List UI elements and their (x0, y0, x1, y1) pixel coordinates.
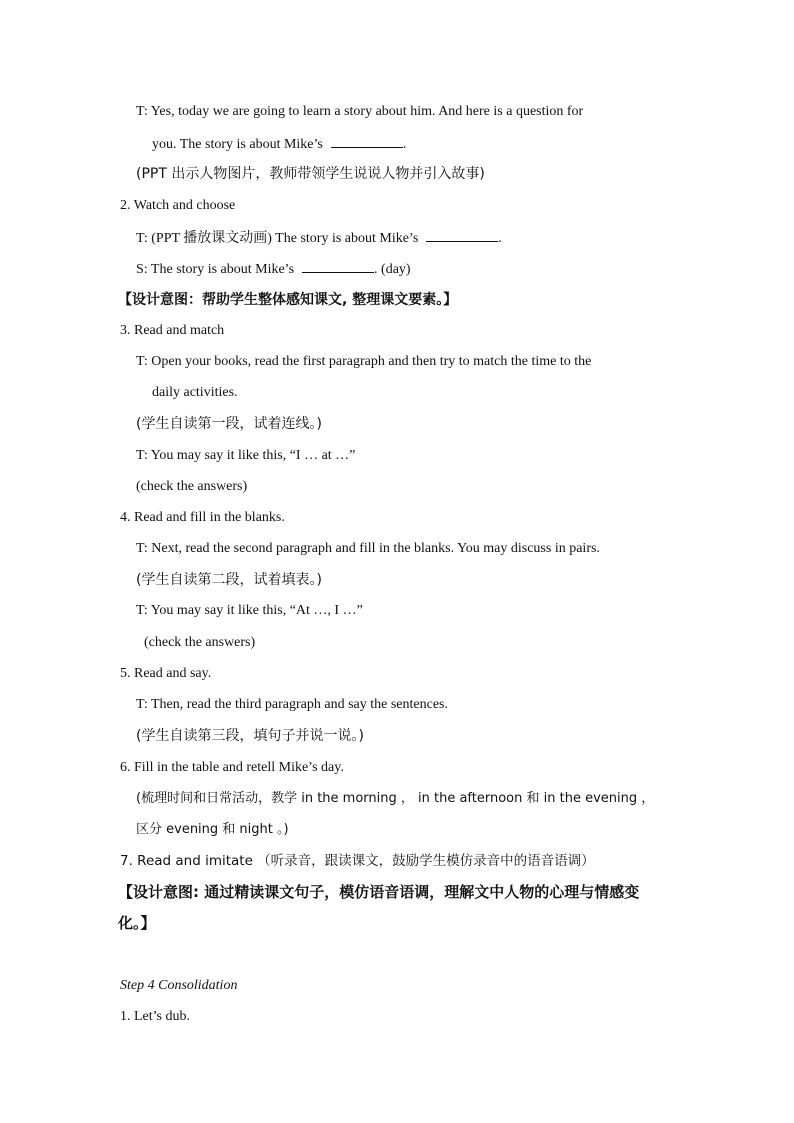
step-heading: 3. Read and match (120, 323, 225, 338)
note-line: (check the answers) (136, 479, 248, 494)
step-heading: 7. Read and imitate （听录音，跟读课文，鼓励学生模仿录音中的语音语调） (120, 853, 595, 869)
note-line: (PPT 出示人物图片，教师带领学生说说人物并引入故事) (136, 166, 485, 182)
note-line: (学生自读第一段，试着连线。) (136, 416, 322, 432)
note-line: (check the answers) (144, 635, 256, 650)
teacher-line: T: (PPT 播放课文动画) The story is about Mike’s . (136, 227, 502, 249)
section-heading: Step 4 Consolidation (120, 978, 238, 993)
design-intent-cont: 化。】 (118, 914, 156, 932)
teacher-line: T: You may say it like this, “I … at …” (136, 448, 356, 463)
student-line: S: The story is about Mike’s . (day) (136, 258, 411, 280)
teacher-line: T: Then, read the third paragraph and say the sentences. (136, 697, 448, 712)
design-intent: 【设计意图: 通过精读课文句子，模仿语音语调，理解文中人物的心理与情感变 (118, 883, 640, 901)
answer-blank (331, 133, 403, 148)
note-line: (梳理时间和日常活动，教学 in the morning ， in the afternoon 和 in the evening ， (136, 791, 655, 806)
teacher-line: T: Next, read the second paragraph and fill in the blanks. You may discuss in pairs. (136, 541, 600, 556)
answer-blank (426, 227, 498, 242)
design-intent: 【设计意图：帮助学生整体感知课文, 整理课文要素。】 (118, 292, 458, 308)
note-line: (学生自读第三段，填句子并说一说。) (136, 728, 364, 744)
step-heading: 2. Watch and choose (120, 198, 236, 213)
teacher-line-question: you. The story is about Mike’s . (152, 133, 406, 155)
teacher-line: T: Open your books, read the first paragraph and then try to match the time to the (136, 354, 592, 369)
step-heading: 5. Read and say. (120, 666, 212, 681)
step-heading: 1. Let’s dub. (120, 1009, 190, 1024)
teacher-line-intro: T: Yes, today we are going to learn a story about him. And here is a question for (136, 104, 584, 119)
note-line: (学生自读第二段，试着填表。) (136, 572, 322, 588)
step-heading: 4. Read and fill in the blanks. (120, 510, 285, 525)
note-line-cont: 区分 evening 和 night 。) (136, 822, 289, 837)
answer-blank (302, 258, 374, 273)
teacher-line-cont: daily activities. (152, 385, 238, 400)
teacher-line: T: You may say it like this, “At …, I …” (136, 603, 363, 618)
step-heading: 6. Fill in the table and retell Mike’s day. (120, 760, 344, 775)
